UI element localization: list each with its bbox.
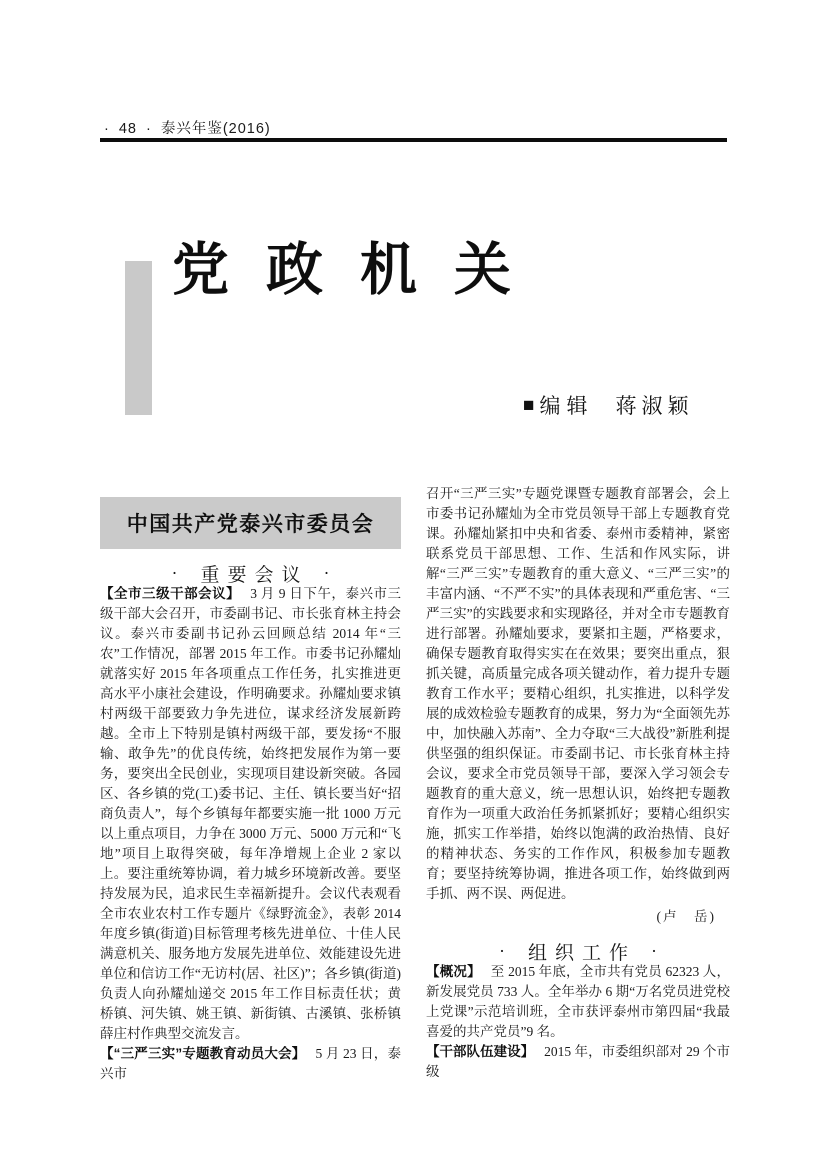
running-header — [104, 117, 271, 138]
paragraph-text: 召开“三严三实”专题党课暨专题教育部署会，会上市委书记孙耀灿为全市党员领导干部上专题教育党课。孙耀灿紧扣中央和省委、泰州市委精神，紧密联系党员干部思想、工作、生活和作风实际，讲解“三严三实”专题教育的重大意义、“三严三实”的丰富内涵、“不严不实”的具体表现和严重危害、“三严三实”的实践要求和实现路径，并对全市专题教育进行部署。孙耀灿要求，要紧扣主题，严格要求，确保专题教育取得实实在在效果；要突出重点，狠抓关键，高质量完成各项关键动作，着力提升专题教育工作水平；要精心组织，扎实推进，以科学发展的成效检验专题教育的成果，努力为“全面领先苏中，加快融入苏南”、全力夺取“三大战役”新胜利提供坚强的组织保证。市委副书记、市长张育林主持会议，要求全市党员领导干部，要深入学习领会专题教育的重大意义，统一思想认识，始终把专题教育作为一项重大政治任务抓紧抓好；要精心组织实施，抓实工作举措，始终以饱满的政治热情、良好的精神状态、务实的工作作风，积极参加专题教育；要坚持统筹协调，推进各项工作，始终做到两手抓、两不误、两促进。 — [426, 486, 730, 901]
paragraph-city-cadre-meeting — [100, 584, 401, 1044]
left-column — [100, 497, 401, 1084]
section-heading-label: 重要会议 — [200, 564, 309, 586]
page-number: 48 — [118, 121, 137, 137]
square-bullet-icon: ■ — [523, 394, 535, 416]
heading-dot-icon: · — [323, 562, 330, 583]
paragraph-tag: 【概况】 — [426, 964, 481, 979]
paragraph-cadre-team-building — [426, 1042, 730, 1082]
paragraph-tag: 【“三严三实”专题教育动员大会】 — [100, 1046, 306, 1061]
section-heading-label: 组织工作 — [527, 942, 636, 964]
paragraph-tag: 【全市三级干部会议】 — [100, 586, 241, 601]
header-dot-left: · — [104, 121, 110, 137]
editor-name: 蒋淑颖 — [615, 394, 694, 418]
author-attribution: (卢 岳) — [656, 909, 716, 924]
paragraph-text: 3 月 9 日下午，泰兴市三级干部大会召开，市委副书记、市长张育林主持会议。泰兴市委副书记孙云回顾总结 2014 年“三农”工作情况，部署 2015 年工作。市委书记孙耀灿就落实好 2015 年各项重点工作任务，扎实推进更高水平小康社会建设，作明确要求。孙耀灿要求镇村两级干部要致力争先进位，谋求经济发展新跨越。全市上下特别是镇村两级干部，要发扬“不服输、敢争先”的优良传统，始终把发展作为第一要务，要突出全民创业，实现项目建设新突破。各园区、各乡镇的党(工)委书记、主任、镇长要当好“招商负责人”，每个乡镇每年都要实施一批 1000 万元以上重点项目，力争在 3000 万元、5000 万元和“飞地”项目上取得突破，每年净增规上企业 2 家以上。要注重统筹协调，着力城乡环境新改善。要坚持发展为民，追求民生幸福新提升。会议代表观看全市农业农村工作专题片《绿野流金》，表彰 2014 年度乡镇(街道)目标管理考核先进单位、十佳人民满意机关、服务地方发展先进单位、效能建设先进单位和信访工作“无访村(居、社区)”；各乡镇(街道)负责人向孙耀灿递交 2015 年工作目标责任状；黄桥镇、河失镇、姚王镇、新街镇、古溪镇、张桥镇薛庄村作典型交流发言。 — [100, 586, 402, 1041]
right-column — [426, 484, 730, 1082]
committee-title-box: 中国共产党泰兴市委员会 — [100, 497, 401, 549]
book-title: 泰兴年鉴(2016) — [160, 121, 271, 137]
chapter-title: 党政机关 — [172, 239, 548, 302]
paragraph-text: 2015 年，市委组织部对 29 个市级 — [426, 1044, 731, 1079]
section-heading-organization-work — [426, 940, 730, 962]
section-heading-important-meetings — [100, 562, 401, 584]
paragraph-text: 至 2015 年底，全市共有党员 62323 人，新发展党员 733 人。全年举办 6 期“万名党员进党校上党课”示范培训班，全市获评泰州市第四届“我最喜爱的共产党员”9 名。 — [426, 964, 731, 1039]
heading-dot-icon: · — [171, 562, 178, 583]
heading-dot-icon: · — [498, 940, 505, 961]
heading-dot-icon: · — [651, 940, 657, 961]
header-dot-right: · — [145, 121, 152, 137]
paragraph-continuation — [426, 484, 730, 904]
editor-label: 编辑 — [539, 394, 594, 418]
paragraph-overview — [426, 962, 730, 1042]
chapter-decorative-bar — [125, 261, 152, 415]
paragraph-three-stricts-mobilization — [100, 1044, 401, 1084]
editor-line — [523, 390, 693, 420]
header-rule — [100, 138, 727, 142]
paragraph-tag: 【干部队伍建设】 — [426, 1044, 535, 1059]
paragraph-text: 5 月 23 日，泰兴市 — [100, 1046, 401, 1081]
